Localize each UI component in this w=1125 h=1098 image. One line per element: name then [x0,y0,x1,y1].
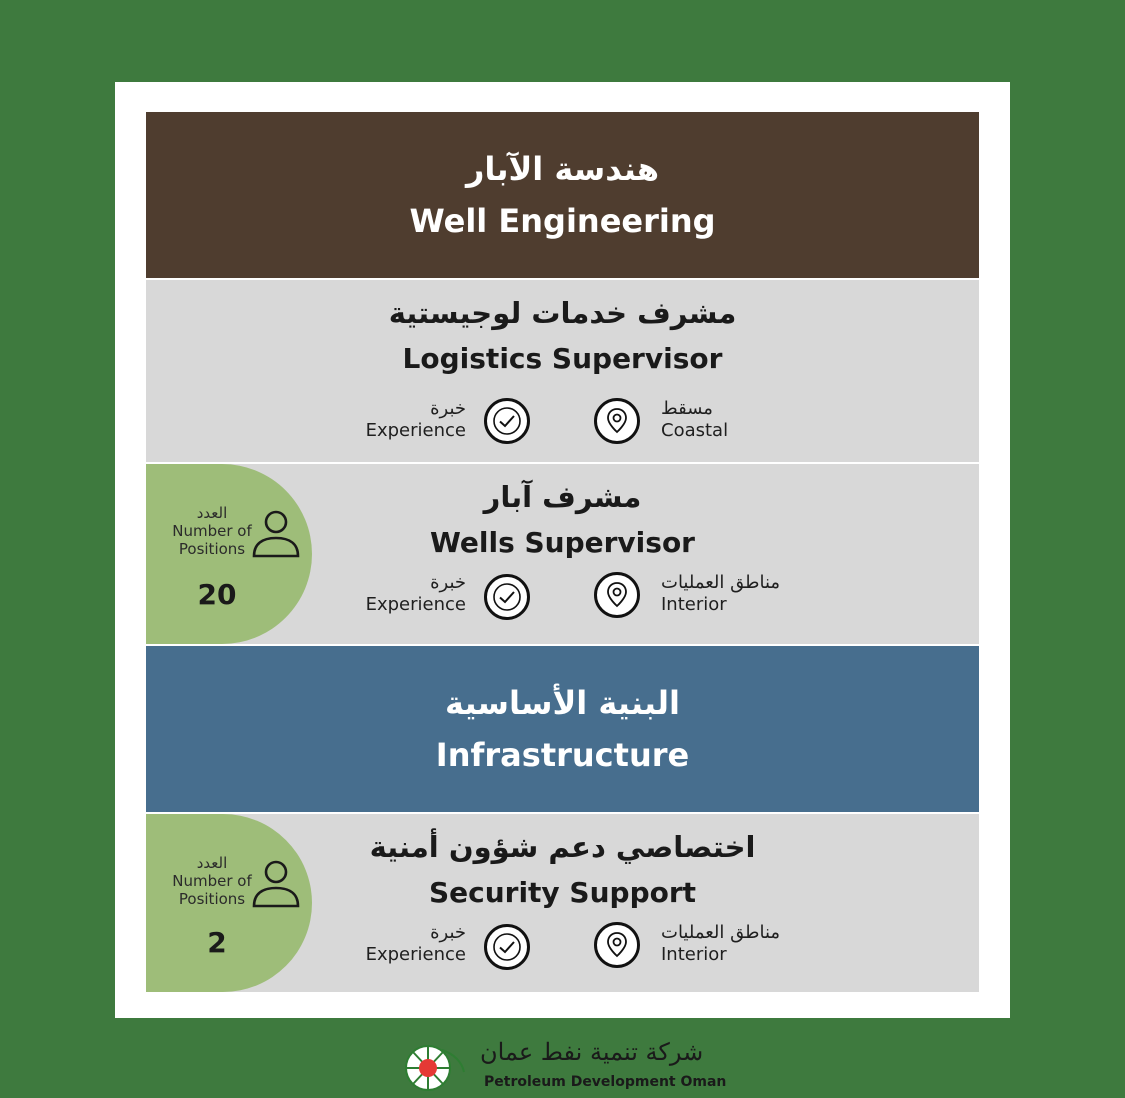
section-title-en: Well Engineering [409,202,716,240]
section-header-infrastructure [146,646,979,812]
job-row-logistics-supervisor [146,280,979,462]
experience-label: خبرة Experience [365,922,466,965]
check-circle-icon [484,924,530,970]
section-header-well-engineering [146,112,979,278]
job-title-en: Wells Supervisor [430,526,695,559]
location-pin-icon [594,922,640,968]
positions-label: العدد Number of Positions [172,854,252,908]
positions-count: 2 [207,926,227,959]
check-circle-icon [484,574,530,620]
location-label: مناطق العمليات Interior [661,922,781,965]
location-label: مناطق العمليات Interior [661,572,781,615]
job-title-en: Security Support [428,876,697,909]
company-footer [402,1036,732,1096]
section-title-ar: البنية الأساسية [445,684,680,722]
experience-label: خبرة Experience [365,398,466,441]
job-row-security-support [146,814,979,992]
job-row-wells-supervisor [146,464,979,644]
location-label: مسقط Coastal [661,398,729,441]
job-listing-card [115,82,1010,1018]
check-circle-icon [484,398,530,444]
job-title-en: Logistics Supervisor [402,342,723,375]
company-name-ar: شركة تنمية نفط عمان [480,1038,704,1066]
positions-count: 20 [197,578,237,611]
location-pin-icon [594,572,640,618]
experience-label: خبرة Experience [365,572,466,615]
job-title-ar: اختصاصي دعم شؤون أمنية [369,830,756,864]
job-title-ar: مشرف خدمات لوجيستية [388,296,737,330]
section-title-en: Infrastructure [435,736,690,774]
location-pin-icon [594,398,640,444]
pdo-logo-icon [402,1038,466,1094]
company-name-en: Petroleum Development Oman [484,1074,727,1090]
positions-label: العدد Number of Positions [172,504,252,558]
job-title-ar: مشرف آبار [483,480,642,514]
section-title-ar: هندسة الآبار [466,150,659,188]
